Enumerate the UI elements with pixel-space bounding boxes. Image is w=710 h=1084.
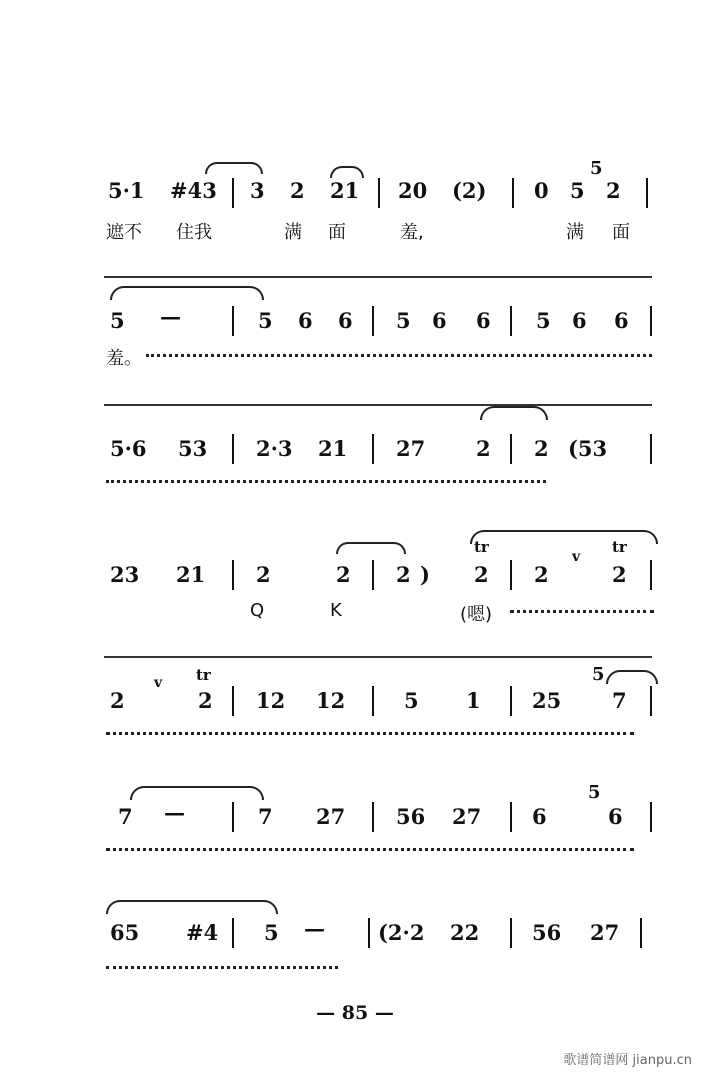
- lyric: 满: [284, 222, 302, 243]
- slur: [336, 542, 406, 554]
- lyric: 羞。: [106, 348, 142, 369]
- note: 2·3: [256, 436, 293, 461]
- note: 6: [572, 308, 587, 333]
- note: (2·2: [378, 920, 425, 945]
- note: 12: [256, 688, 286, 713]
- note: 7: [118, 804, 133, 829]
- dash: —: [304, 916, 325, 941]
- note: (53: [568, 436, 608, 461]
- barline: [368, 918, 370, 948]
- note: 56: [396, 804, 426, 829]
- lyric: 满: [566, 222, 584, 243]
- dash: —: [160, 304, 181, 329]
- barline: [510, 560, 512, 590]
- trill-mark: tr: [474, 538, 489, 556]
- continuation-dots: [146, 354, 652, 357]
- barline: [650, 434, 652, 464]
- note: 23: [110, 562, 140, 587]
- note: 6: [432, 308, 447, 333]
- slur: [330, 166, 364, 178]
- note: 12: [316, 688, 346, 713]
- note: 2: [110, 688, 125, 713]
- continuation-dots: [106, 480, 546, 483]
- barline: [232, 686, 234, 716]
- barline: [378, 178, 380, 208]
- barline: [510, 918, 512, 948]
- lyric: 面: [612, 222, 630, 243]
- grace-note: 5: [588, 782, 601, 803]
- note: 21: [318, 436, 348, 461]
- continuation-dots: [106, 732, 634, 735]
- note: 2: [198, 688, 213, 713]
- note: 5: [404, 688, 419, 713]
- breath-mark: v: [154, 675, 163, 691]
- barline: [510, 306, 512, 336]
- barline: [232, 560, 234, 590]
- note: 27: [590, 920, 620, 945]
- note: 1: [466, 688, 481, 713]
- barline: [372, 560, 374, 590]
- note: 3: [250, 178, 265, 203]
- lyric: Q: [250, 600, 265, 621]
- barline: [510, 434, 512, 464]
- barline: [232, 802, 234, 832]
- note: 7: [258, 804, 273, 829]
- barline: [232, 434, 234, 464]
- page-number: — 85 —: [316, 1002, 394, 1024]
- slur: [480, 406, 548, 420]
- note: 20: [398, 178, 428, 203]
- note: 2: [612, 562, 627, 587]
- lyric: (嗯): [460, 604, 493, 625]
- note: ): [420, 562, 430, 587]
- barline: [372, 802, 374, 832]
- grace-note: 5: [590, 158, 603, 179]
- barline: [640, 918, 642, 948]
- note: 2: [336, 562, 351, 587]
- barline: [510, 686, 512, 716]
- barline: [646, 178, 648, 208]
- note: 27: [316, 804, 346, 829]
- note: 6: [298, 308, 313, 333]
- slur: [106, 900, 278, 914]
- note: 2: [396, 562, 411, 587]
- note: 6: [614, 308, 629, 333]
- note: 56: [532, 920, 562, 945]
- note: (2): [452, 178, 487, 203]
- note: 5: [570, 178, 585, 203]
- note: 6: [608, 804, 623, 829]
- barline: [232, 178, 234, 208]
- note: 5: [536, 308, 551, 333]
- trill-mark: tr: [612, 538, 627, 556]
- note: 25: [532, 688, 562, 713]
- continuation-dots: [106, 848, 634, 851]
- barline: [650, 802, 652, 832]
- note: 53: [178, 436, 208, 461]
- dash: —: [164, 800, 185, 825]
- trill-mark: tr: [196, 666, 211, 684]
- note: #4: [186, 920, 219, 945]
- watermark: 歌谱简谱网 jianpu.cn: [563, 1053, 692, 1068]
- barline: [372, 434, 374, 464]
- line-rule: [104, 276, 652, 278]
- note: 2: [534, 436, 549, 461]
- note: 0: [534, 178, 549, 203]
- barline: [510, 802, 512, 832]
- barline: [372, 306, 374, 336]
- page-number-value: 85: [341, 1002, 369, 1024]
- note: 2: [476, 436, 491, 461]
- barline: [650, 686, 652, 716]
- note: 2: [474, 562, 489, 587]
- slur: [470, 530, 658, 544]
- barline: [650, 560, 652, 590]
- note: 2: [606, 178, 621, 203]
- note: 2: [290, 178, 305, 203]
- breath-mark: v: [572, 549, 581, 565]
- note: 27: [452, 804, 482, 829]
- note: 5·6: [110, 436, 147, 461]
- note: 65: [110, 920, 140, 945]
- barline: [650, 306, 652, 336]
- note: 5: [258, 308, 273, 333]
- note: 5·1: [108, 178, 145, 203]
- note: 21: [330, 178, 360, 203]
- note: #43: [170, 178, 217, 203]
- barline: [372, 686, 374, 716]
- note: 2: [256, 562, 271, 587]
- slur: [606, 670, 658, 684]
- continuation-dots: [106, 966, 338, 969]
- lyric: 遮不: [106, 222, 142, 243]
- note: 5: [396, 308, 411, 333]
- note: 22: [450, 920, 480, 945]
- lyric: 住我: [176, 222, 212, 243]
- line-rule: [104, 656, 652, 658]
- continuation-dots: [510, 610, 654, 613]
- note: 21: [176, 562, 206, 587]
- lyric: 面: [328, 222, 346, 243]
- lyric: K: [330, 600, 342, 621]
- barline: [512, 178, 514, 208]
- note: 5: [264, 920, 279, 945]
- slur: [130, 786, 264, 800]
- slur: [205, 162, 263, 174]
- line-rule: [104, 404, 652, 406]
- note: 6: [476, 308, 491, 333]
- note: 7: [612, 688, 627, 713]
- lyric: 羞,: [400, 222, 424, 243]
- barline: [232, 306, 234, 336]
- slur: [110, 286, 264, 300]
- barline: [232, 918, 234, 948]
- note: 6: [532, 804, 547, 829]
- note: 6: [338, 308, 353, 333]
- note: 5: [110, 308, 125, 333]
- note: 2: [534, 562, 549, 587]
- note: 27: [396, 436, 426, 461]
- grace-note: 5: [592, 664, 605, 685]
